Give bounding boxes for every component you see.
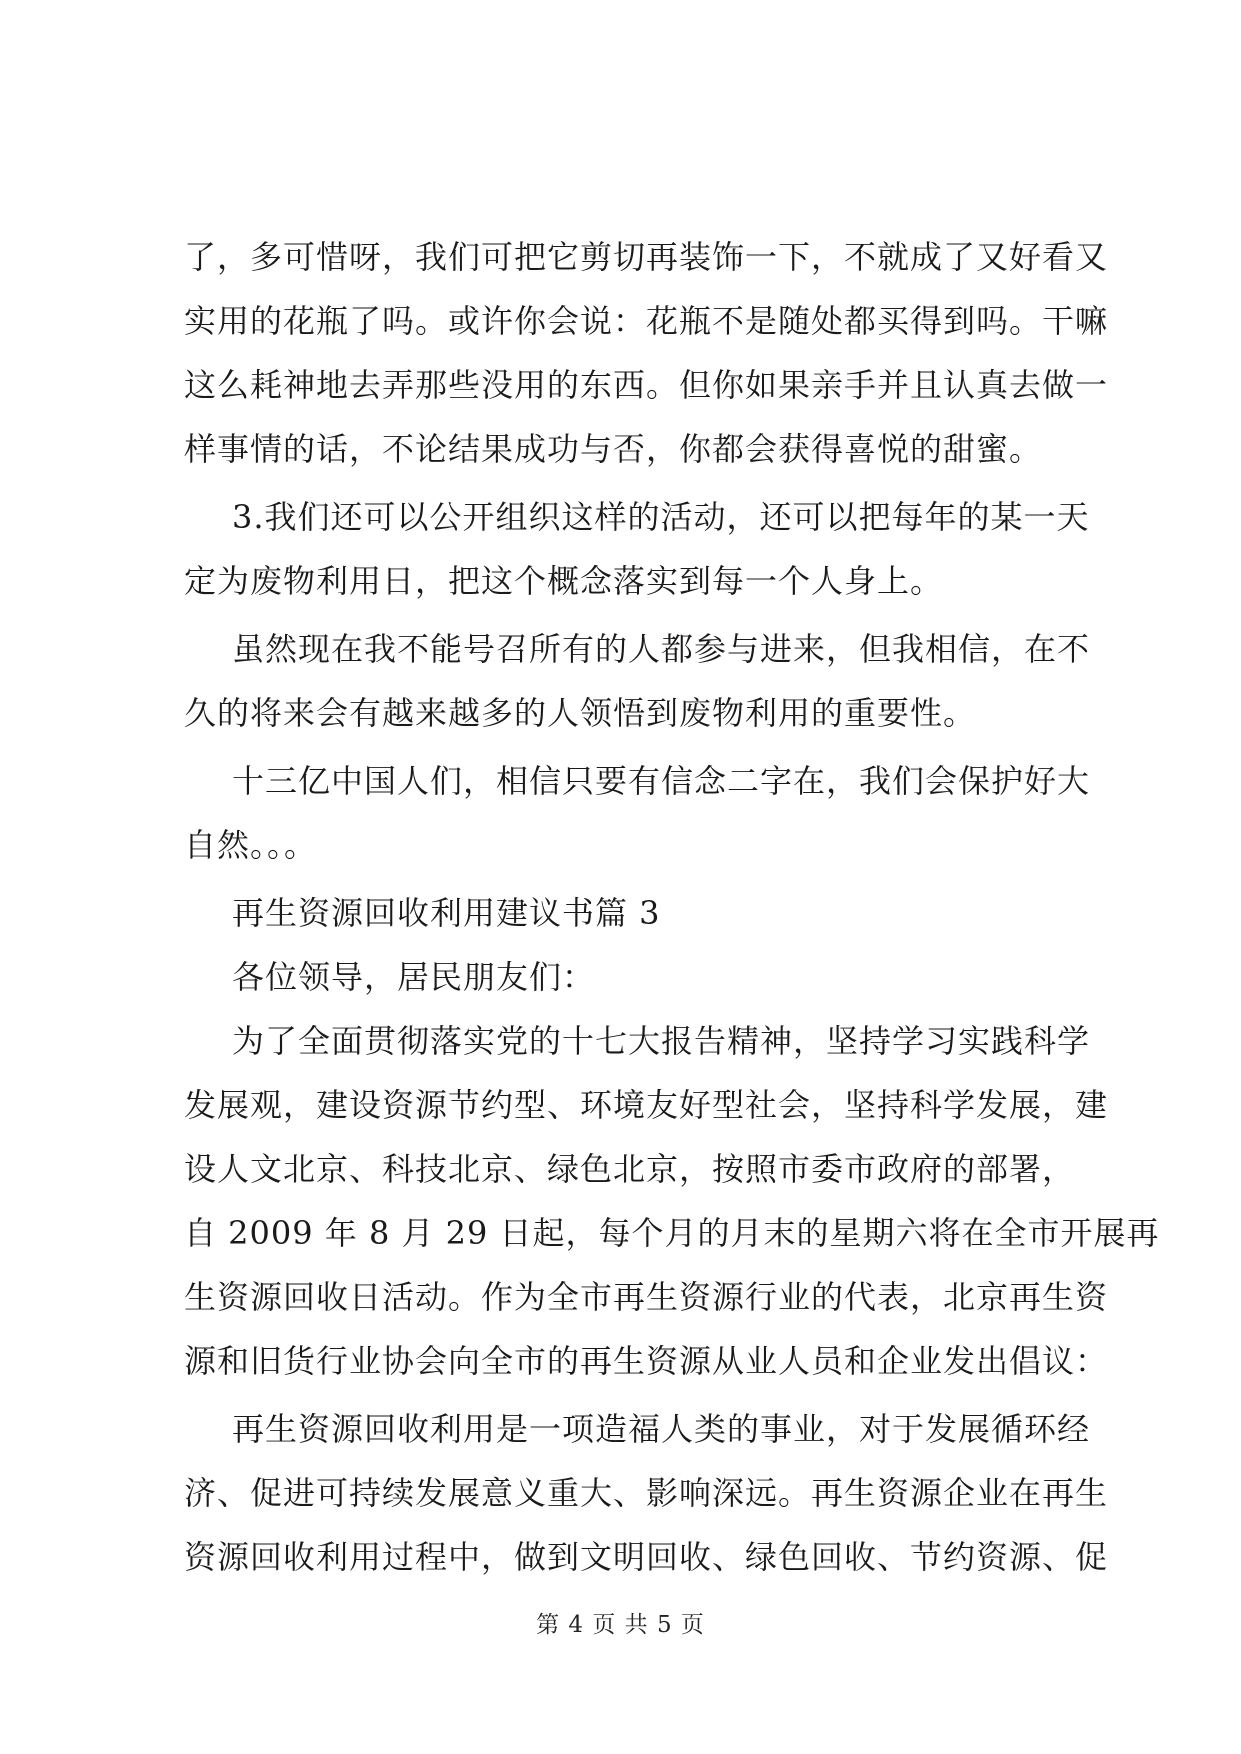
paragraph-start: 再生资源回收利用是一项造福人类的事业，对于发展循环经: [232, 1410, 1091, 1448]
salutation: 各位领导，居民朋友们：: [232, 958, 596, 996]
text-line: 样事情的话，不论结果成功与否，你都会获得喜悦的甜蜜。: [184, 430, 1043, 468]
paragraph-start: 为了全面贯彻落实党的十七大报告精神，坚持学习实践科学: [232, 1022, 1091, 1060]
text-line: 发展观，建设资源节约型、环境友好型社会，坚持科学发展，建: [184, 1086, 1109, 1124]
paragraph-start: 虽然现在我不能号召所有的人都参与进来，但我相信，在不: [232, 630, 1091, 668]
text-line: 了，多可惜呀，我们可把它剪切再装饰一下，不就成了又好看又: [184, 238, 1109, 276]
body-text: [184, 225, 1160, 1589]
text-line: 生资源回收日活动。作为全市再生资源行业的代表，北京再生资: [184, 1278, 1109, 1316]
text-line: 这么耗神地去弄那些没用的东西。但你如果亲手并且认真去做一: [184, 366, 1109, 404]
text-line: 资源回收利用过程中，做到文明回收、绿色回收、节约资源、促: [184, 1538, 1109, 1576]
text-line: 定为废物利用日，把这个概念落实到每一个人身上。: [184, 562, 944, 600]
section-heading: 再生资源回收利用建议书篇 3: [232, 894, 661, 932]
text-line: 设人文北京、科技北京、绿色北京，按照市委市政府的部署，: [184, 1150, 1076, 1188]
paragraph-start: 十三亿中国人们，相信只要有信念二字在，我们会保护好大: [232, 762, 1091, 800]
text-line: 济、促进可持续发展意义重大、影响深远。再生资源企业在再生: [184, 1474, 1109, 1512]
page-number-footer: 第 4 页 共 5 页: [536, 1612, 705, 1638]
paragraph-start: 3.我们还可以公开组织这样的活动，还可以把每年的某一天: [232, 498, 1090, 536]
text-line: 自然。。。: [184, 826, 318, 864]
text-line: 源和旧货行业协会向全市的再生资源从业人员和企业发出倡议：: [184, 1342, 1109, 1380]
text-line: 久的将来会有越来越多的人领悟到废物利用的重要性。: [184, 694, 977, 732]
text-line: 实用的花瓶了吗。或许你会说：花瓶不是随处都买得到吗。干嘛: [184, 302, 1109, 340]
text-line: 自 2009 年 8 月 29 日起，每个月的月末的星期六将在全市开展再: [184, 1214, 1160, 1252]
